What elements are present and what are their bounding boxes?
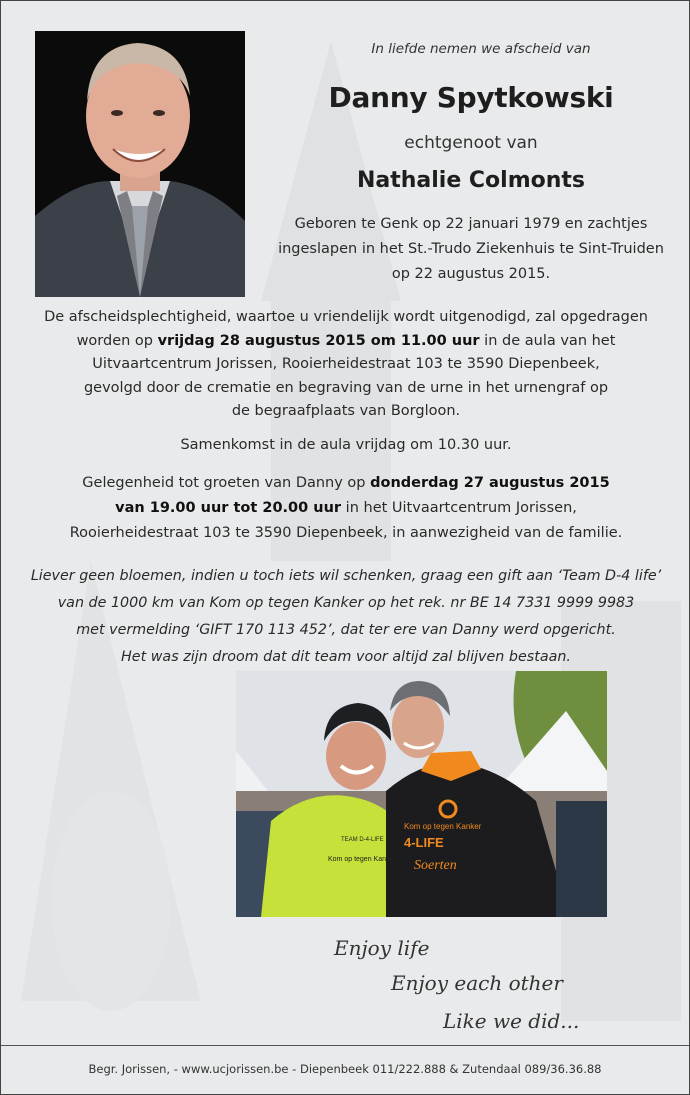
footer-divider xyxy=(1,1045,689,1046)
greeting-time: van 19.00 uur tot 20.00 uur xyxy=(115,500,342,516)
deceased-name: Danny Spytkowski xyxy=(328,81,614,114)
birth-details xyxy=(251,212,690,287)
hoodie-sponsor-text: Soerten xyxy=(414,858,457,873)
spouse-name: Nathalie Colmonts xyxy=(356,168,586,193)
greeting-date: donderdag 27 augustus 2015 xyxy=(370,475,610,491)
ceremony-line: De afscheidsplechtigheid, waartoe u vriendelijk wordt uitgenodigd, zal opgedragen xyxy=(44,309,648,325)
greeting-text: Gelegenheid tot groeten van Danny op xyxy=(82,475,371,491)
jersey-team-text: TEAM D-4-LIFE xyxy=(341,837,384,843)
greeting-line xyxy=(11,496,681,521)
birth-line: ingeslapen in het St.-Trudo Ziekenhuis te Sint-Truiden xyxy=(278,241,664,257)
greeting-text: in het Uitvaartcentrum Jorissen, xyxy=(341,500,577,516)
birth-line: Geboren te Genk op 22 januari 1979 en zachtjes xyxy=(294,216,648,232)
ceremony-text: in de aula van het xyxy=(479,332,616,349)
jersey-slogan-text: Kom op tegen Kanker xyxy=(328,856,396,863)
ceremony-line xyxy=(11,330,681,354)
gathering-note: Samenkomst in de aula vrijdag om 10.30 uur. xyxy=(180,437,512,453)
motto-line-1: Enjoy life xyxy=(334,936,430,960)
motto-line-3: Like we did... xyxy=(443,1009,580,1033)
gift-line: Het was zijn droom dat dit team voor altijd zal blijven bestaan. xyxy=(121,649,571,665)
ceremony-details xyxy=(11,306,681,424)
footer-contact: Begr. Jorissen, - www.ucjorissen.be - Diepenbeek 011/222.888 & Zutendaal 089/36.36.88 xyxy=(88,1062,602,1076)
gift-line: van de 1000 km van Kom op tegen Kanker op het rek. nr BE 14 7331 9999 9983 xyxy=(57,595,635,611)
greeting-line: Rooierheidestraat 103 te 3590 Diepenbeek, in aanwezigheid van de familie. xyxy=(69,525,623,541)
gift-line: Liever geen bloemen, indien u toch iets wil schenken, graag een gift aan ‘Team D-4 life’ xyxy=(30,568,662,584)
spouse-label: echtgenoot van xyxy=(404,133,538,153)
gift-request xyxy=(1,563,690,671)
team-photo xyxy=(236,671,607,917)
intro-line: In liefde nemen we afscheid van xyxy=(371,41,591,57)
team-photo-illustration xyxy=(236,671,607,917)
greeting-details xyxy=(11,471,681,546)
gift-line: met vermelding ‘GIFT 170 113 452’, dat ter ere van Danny werd opgericht. xyxy=(76,622,616,638)
ceremony-line: gevolgd door de crematie en begraving van de urne in het urnengraf op xyxy=(83,379,609,396)
portrait-illustration xyxy=(35,31,245,297)
ceremony-text: worden op xyxy=(76,332,158,349)
greeting-line xyxy=(11,471,681,496)
birth-line: op 22 augustus 2015. xyxy=(391,266,551,282)
motto-line-2: Enjoy each other xyxy=(391,971,563,995)
ceremony-line: Uitvaartcentrum Jorissen, Rooierheidestraat 103 te 3590 Diepenbeek, xyxy=(92,356,600,372)
ceremony-line: de begraafplaats van Borgloon. xyxy=(231,403,461,419)
hoodie-team-text: 4-LIFE xyxy=(404,835,444,850)
ceremony-date: vrijdag 28 augustus 2015 om 11.00 uur xyxy=(157,332,480,349)
portrait-photo xyxy=(35,31,245,297)
hoodie-slogan-text: Kom op tegen Kanker xyxy=(404,822,482,831)
